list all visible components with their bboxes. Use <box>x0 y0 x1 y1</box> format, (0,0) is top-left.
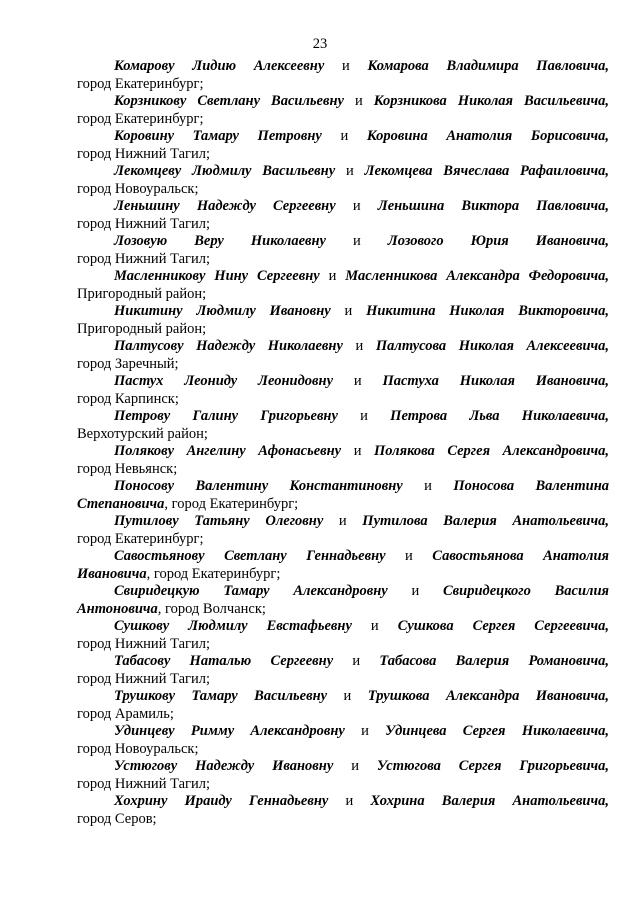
entry-names-line <box>77 443 609 461</box>
award-entry <box>77 723 609 758</box>
spouse-name-first: Трушкову Тамару Васильевну <box>114 688 328 704</box>
spouse-name-first: Лекомцеву Людмилу Васильевну <box>114 163 336 179</box>
location: город Екатеринбург; <box>77 75 204 92</box>
award-entry <box>77 303 609 338</box>
spouse-name-first: Сушкову Людмилу Евстафьевну <box>114 618 352 634</box>
location: город Карпинск; <box>77 390 179 407</box>
entry-names-line <box>77 58 609 76</box>
entry-names-line <box>77 793 609 811</box>
conjunction: и <box>345 793 354 809</box>
entry-names-line <box>77 198 609 216</box>
award-entry <box>77 758 609 793</box>
spouse-name-second: Трушкова Александра Ивановича, <box>367 688 610 704</box>
conjunction: и <box>338 513 347 529</box>
conjunction: и <box>405 548 413 564</box>
entry-location-line <box>77 566 609 584</box>
location: город Новоуральск; <box>77 180 199 197</box>
spouse-name-first: Масленникову Нину Сергеевну <box>114 268 320 284</box>
entry-names-line <box>77 758 609 776</box>
location: город Екатеринбург; <box>77 110 204 127</box>
entry-location-line <box>77 76 609 94</box>
conjunction: и <box>353 373 362 389</box>
entry-location-line <box>77 671 609 689</box>
entry-location-line <box>77 811 609 829</box>
location: , город Екатеринбург; <box>146 565 281 582</box>
entry-names-line <box>77 478 609 496</box>
entry-location-line <box>77 251 609 269</box>
spouse-name-first: Савостьянову Светлану Геннадьевну <box>114 548 386 564</box>
award-entry <box>77 163 609 198</box>
entry-names-line <box>77 548 609 566</box>
spouse-name-second: Полякова Сергея Александровича, <box>374 443 610 459</box>
location: , город Волчанск; <box>157 600 266 617</box>
spouse-name-second: Поносова Валентина <box>453 478 610 494</box>
award-entry <box>77 268 609 303</box>
entry-names-line <box>77 513 609 531</box>
entry-names-line <box>77 338 609 356</box>
award-entry <box>77 583 609 618</box>
spouse-name-second: Савостьянова Анатолия <box>432 548 609 564</box>
entry-location-line <box>77 111 609 129</box>
entry-names-line <box>77 408 609 426</box>
spouse-name-second: Леньшина Виктора Павловича, <box>377 198 610 214</box>
award-entry <box>77 478 609 513</box>
location: город Нижний Тагил; <box>77 670 210 687</box>
entry-location-line <box>77 636 609 654</box>
award-entry <box>77 653 609 688</box>
spouse-name-second: Палтусова Николая Алексеевича, <box>375 338 609 354</box>
conjunction: и <box>342 58 350 74</box>
location: город Арамиль; <box>77 705 174 722</box>
location: город Екатеринбург; <box>77 530 204 547</box>
location: город Заречный; <box>77 355 179 372</box>
entry-names-line <box>77 583 609 601</box>
spouse-name-second: Масленникова Александра Федоровича, <box>345 268 609 284</box>
conjunction: и <box>352 653 361 669</box>
entry-list <box>77 58 609 828</box>
patronymic-continuation: Степановича <box>77 495 165 512</box>
entry-location-line <box>77 391 609 409</box>
entry-names-line <box>77 373 609 391</box>
spouse-name-first: Леньшину Надежду Сергеевну <box>114 198 336 214</box>
award-entry <box>77 128 609 163</box>
spouse-name-second: Комарова Владимира Павловича, <box>367 58 610 74</box>
location: Пригородный район; <box>77 320 207 337</box>
spouse-name-second: Удинцева Сергея Николаевича, <box>385 723 609 739</box>
conjunction: и <box>424 478 432 494</box>
conjunction: и <box>361 723 369 739</box>
patronymic-continuation: Ивановича <box>77 565 147 582</box>
award-entry <box>77 688 609 723</box>
entry-location-line <box>77 741 609 759</box>
spouse-name-first: Поносову Валентину Константиновну <box>114 478 403 494</box>
award-entry <box>77 793 609 828</box>
conjunction: и <box>370 618 379 634</box>
award-entry <box>77 338 609 373</box>
spouse-name-first: Устюгову Надежду Ивановну <box>114 758 334 774</box>
entry-location-line <box>77 496 609 514</box>
spouse-name-second: Лозового Юрия Ивановича, <box>387 233 609 249</box>
spouse-name-second: Корзникова Николая Васильевича, <box>373 93 609 109</box>
location: Пригородный район; <box>77 285 207 302</box>
spouse-name-first: Комарову Лидию Алексеевну <box>114 58 325 74</box>
spouse-name-first: Палтусову Надежду Николаевну <box>114 338 343 354</box>
award-entry <box>77 373 609 408</box>
entry-names-line <box>77 128 609 146</box>
spouse-name-first: Путилову Татьяну Олеговну <box>114 513 324 529</box>
spouse-name-second: Петрова Льва Николаевича, <box>390 408 609 424</box>
conjunction: и <box>360 408 368 424</box>
spouse-name-first: Коровину Тамару Петровну <box>114 128 322 144</box>
spouse-name-second: Устюгова Сергея Григорьевича, <box>376 758 609 774</box>
spouse-name-second: Свиридецкого Василия <box>442 583 609 599</box>
location: Верхотурский район; <box>77 425 208 442</box>
conjunction: и <box>351 758 359 774</box>
page-number: 23 <box>312 36 328 52</box>
award-entry <box>77 408 609 443</box>
entry-location-line <box>77 601 609 619</box>
entry-location-line <box>77 356 609 374</box>
location: город Невьянск; <box>77 460 178 477</box>
award-entry <box>77 233 609 268</box>
spouse-name-second: Пастуха Николая Ивановича, <box>382 373 610 389</box>
spouse-name-second: Путилова Валерия Анатольевича, <box>362 513 609 529</box>
entry-names-line <box>77 163 609 181</box>
conjunction: и <box>352 233 361 249</box>
spouse-name-first: Корзникову Светлану Васильевну <box>114 93 344 109</box>
entry-location-line <box>77 216 609 234</box>
spouse-name-first: Никитину Людмилу Ивановну <box>114 303 331 319</box>
entry-names-line <box>77 233 609 251</box>
conjunction: и <box>344 303 353 319</box>
entry-location-line <box>77 286 609 304</box>
entry-names-line <box>77 688 609 706</box>
spouse-name-first: Табасову Наталью Сергеевну <box>114 653 334 669</box>
spouse-name-first: Лозовую Веру Николаевну <box>114 233 326 249</box>
conjunction: и <box>353 443 362 459</box>
spouse-name-second: Хохрина Валерия Анатольевича, <box>370 793 609 809</box>
conjunction: и <box>352 198 361 214</box>
patronymic-continuation: Антоновича <box>77 600 158 617</box>
entry-location-line <box>77 426 609 444</box>
conjunction: и <box>343 688 352 704</box>
entry-names-line <box>77 303 609 321</box>
conjunction: и <box>328 268 337 284</box>
location: город Новоуральск; <box>77 740 199 757</box>
spouse-name-first: Свиридецкую Тамару Александровну <box>114 583 388 599</box>
award-entry <box>77 443 609 478</box>
entry-names-line <box>77 268 609 286</box>
entry-names-line <box>77 93 609 111</box>
award-entry <box>77 198 609 233</box>
entry-location-line <box>77 321 609 339</box>
conjunction: и <box>354 93 363 109</box>
entry-location-line <box>77 146 609 164</box>
conjunction: и <box>340 128 349 144</box>
spouse-name-first: Полякову Ангелину Афонасьевну <box>114 443 342 459</box>
location: , город Екатеринбург; <box>164 495 299 512</box>
entry-location-line <box>77 706 609 724</box>
spouse-name-first: Удинцеву Римму Александровну <box>114 723 345 739</box>
entry-names-line <box>77 723 609 741</box>
spouse-name-first: Пастух Леониду Леонидовну <box>114 373 334 389</box>
entry-location-line <box>77 181 609 199</box>
entry-location-line <box>77 531 609 549</box>
location: город Серов; <box>77 810 157 827</box>
award-entry <box>77 513 609 548</box>
location: город Нижний Тагил; <box>77 145 210 162</box>
spouse-name-second: Сушкова Сергея Сергеевича, <box>397 618 610 634</box>
award-entry <box>77 58 609 93</box>
spouse-name-second: Коровина Анатолия Борисовича, <box>366 128 610 144</box>
spouse-name-second: Никитина Николая Викторовича, <box>366 303 610 319</box>
spouse-name-second: Табасова Валерия Романовича, <box>379 653 609 669</box>
entry-location-line <box>77 461 609 479</box>
location: город Нижний Тагил; <box>77 250 210 267</box>
spouse-name-first: Петрову Галину Григорьевну <box>114 408 338 424</box>
conjunction: и <box>355 338 364 354</box>
entry-names-line <box>77 618 609 636</box>
location: город Нижний Тагил; <box>77 635 210 652</box>
award-entry <box>77 93 609 128</box>
entry-names-line <box>77 653 609 671</box>
entry-location-line <box>77 776 609 794</box>
conjunction: и <box>345 163 354 179</box>
location: город Нижний Тагил; <box>77 215 210 232</box>
award-entry <box>77 548 609 583</box>
spouse-name-second: Лекомцева Вячеслава Рафаиловича, <box>364 163 610 179</box>
award-entry <box>77 618 609 653</box>
location: город Нижний Тагил; <box>77 775 210 792</box>
spouse-name-first: Хохрину Ираиду Геннадьевну <box>114 793 329 809</box>
conjunction: и <box>411 583 420 599</box>
